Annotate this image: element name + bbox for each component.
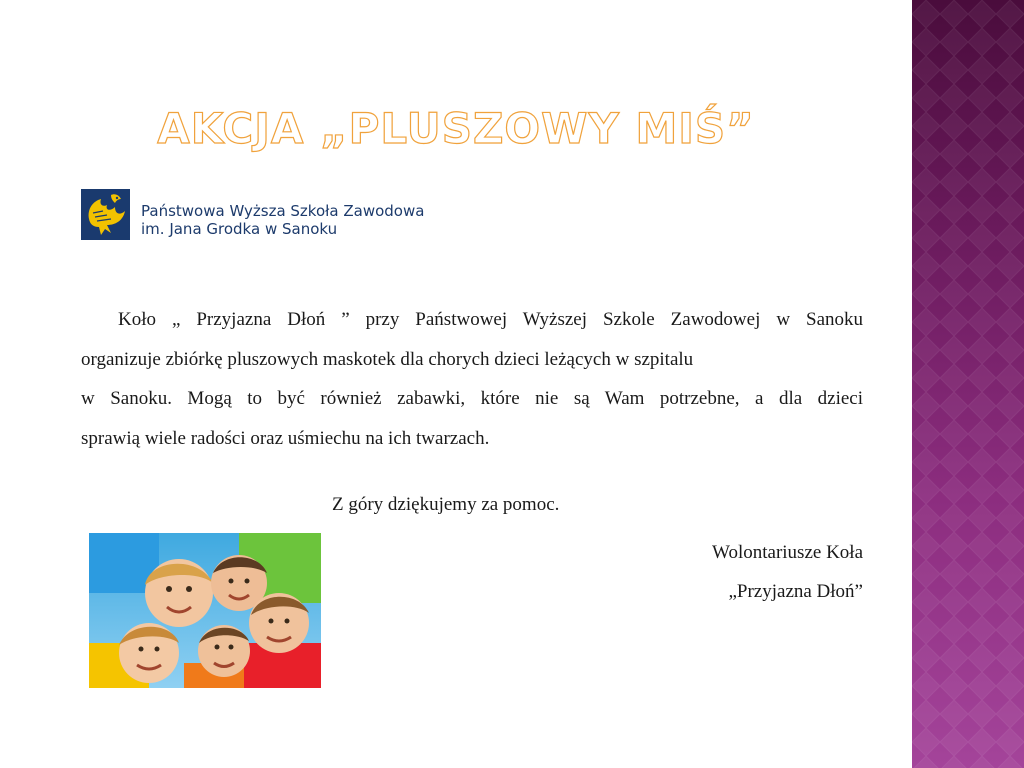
school-logo: [81, 189, 441, 243]
thanks-note: Z góry dziękujemy za pomoc.: [332, 494, 560, 515]
signature: [712, 533, 863, 611]
slide-title: AKCJA „PLUSZOWY MIŚ”: [157, 104, 755, 153]
announcement-line-2: organizuje zbiórkę pluszowych maskotek dla chorych dzieci leżących w szpitalu: [81, 348, 694, 370]
diamond-pattern-icon: [912, 0, 1024, 768]
announcement-line-4: sprawią wiele radości oraz uśmiechu na ich twarzach.: [81, 427, 490, 449]
announcement-text: [81, 300, 863, 458]
school-name-line2: im. Jana Grodka w Sanoku: [141, 220, 338, 238]
signature-line-1: Wolontariusze Koła: [712, 542, 863, 563]
eagle-emblem-icon: [81, 189, 130, 240]
children-photo: [89, 533, 321, 688]
school-name-line1: Państwowa Wyższa Szkoła Zawodowa: [141, 202, 425, 220]
decorative-side-panel: [912, 0, 1024, 768]
announcement-line-1: Koło „ Przyjazna Dłoń ” przy Państwowej Wyższej Szkole Zawodowej w Sanoku: [118, 309, 863, 330]
announcement-line-3: w Sanoku. Mogą to być również zabawki, które nie są Wam potrzebne, a dla dzieci: [81, 388, 863, 409]
school-name: [141, 202, 424, 238]
signature-line-2: „Przyjazna Dłoń”: [728, 581, 863, 602]
